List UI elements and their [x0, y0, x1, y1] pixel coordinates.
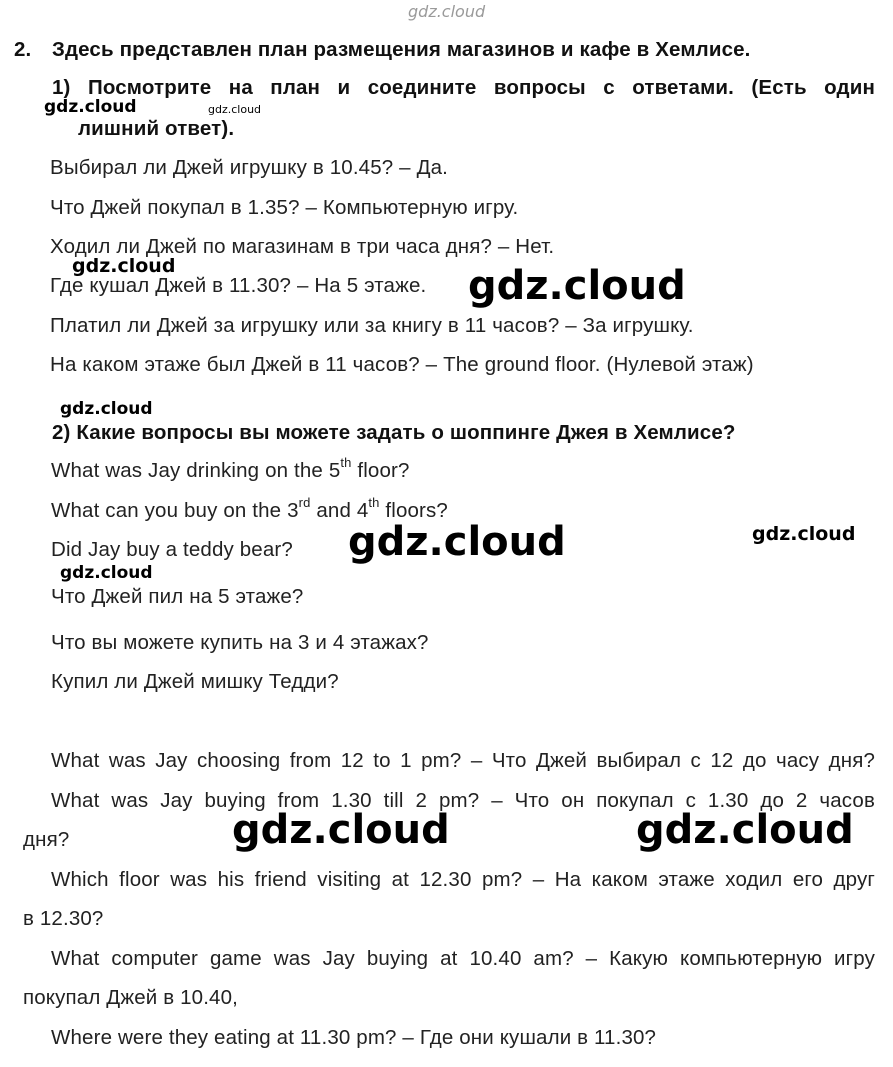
part3-line-3b: в 12.30?	[23, 907, 104, 930]
ordinal-suffix: rd	[298, 495, 311, 511]
question-teddy: Did Jay buy a teddy bear?	[51, 538, 293, 561]
part2-heading: 2) Какие вопросы вы можете задать о шоппинге Джея в Хемлисе?	[52, 421, 736, 444]
question-floors-middle: and 4	[310, 499, 369, 522]
part3-line-3a: Which floor was his friend visiting at 12.30 pm? – На каком этаже ходил его друг	[51, 868, 875, 891]
part1-heading-line2: лишний ответ).	[78, 117, 235, 140]
watermark: gdz.cloud	[44, 97, 137, 117]
watermark: gdz.cloud	[72, 255, 176, 277]
watermark: gdz.cloud	[232, 807, 450, 853]
translation-1: Что Джей пил на 5 этаже?	[51, 585, 304, 608]
qa-line-1: Выбирал ли Джей игрушку в 10.45? – Да.	[50, 156, 449, 179]
part3-line-4a: What computer game was Jay buying at 10.40 am? – Какую компьютерную игру	[51, 947, 875, 970]
translation-3: Купил ли Джей мишку Тедди?	[51, 670, 339, 693]
ordinal-suffix: th	[368, 495, 380, 511]
translation-2: Что вы можете купить на 3 и 4 этажах?	[51, 631, 429, 654]
task-number: 2.	[14, 38, 32, 61]
task-intro: Здесь представлен план размещения магазинов и кафе в Хемлисе.	[52, 38, 751, 61]
qa-line-4: Где кушал Джей в 11.30? – На 5 этаже.	[50, 274, 427, 297]
part3-line-5: Where were they eating at 11.30 pm? – Где они кушали в 11.30?	[51, 1026, 657, 1049]
part3-line-2b: дня?	[23, 828, 70, 851]
question-drinking	[51, 455, 410, 483]
watermark: gdz.cloud	[60, 563, 153, 583]
qa-line-2: Что Джей покупал в 1.35? – Компьютерную игру.	[50, 196, 519, 219]
qa-line-6: На каком этаже был Джей в 11 часов? – The ground floor. (Нулевой этаж)	[50, 353, 754, 376]
watermark: gdz.cloud	[752, 523, 856, 545]
qa-line-3: Ходил ли Джей по магазинам в три часа дня? – Нет.	[50, 235, 555, 258]
watermark-top: gdz.cloud	[408, 2, 486, 21]
watermark: gdz.cloud	[208, 103, 262, 116]
watermark: gdz.cloud	[60, 399, 153, 419]
question-drinking-end: floor?	[351, 459, 410, 482]
question-floors-text: What can you buy on the 3	[51, 499, 299, 522]
part3-line-2a: What was Jay buying from 1.30 till 2 pm? – Что он покупал с 1.30 до 2 часов	[51, 789, 875, 812]
watermark: gdz.cloud	[636, 807, 854, 853]
part1-heading-line1: 1) Посмотрите на план и соедините вопросы с ответами. (Есть один	[52, 76, 875, 99]
watermark: gdz.cloud	[348, 519, 566, 565]
watermark: gdz.cloud	[468, 263, 686, 309]
qa-line-5: Платил ли Джей за игрушку или за книгу в 11 часов? – За игрушку.	[50, 314, 694, 337]
part3-line-4b: покупал Джей в 10.40,	[23, 986, 238, 1009]
ordinal-suffix: th	[340, 455, 352, 471]
question-floors-end: floors?	[379, 499, 448, 522]
question-drinking-text: What was Jay drinking on the 5	[51, 459, 341, 482]
part3-line-1: What was Jay choosing from 12 to 1 pm? – Что Джей выбирал с 12 до часу дня?	[51, 749, 875, 772]
